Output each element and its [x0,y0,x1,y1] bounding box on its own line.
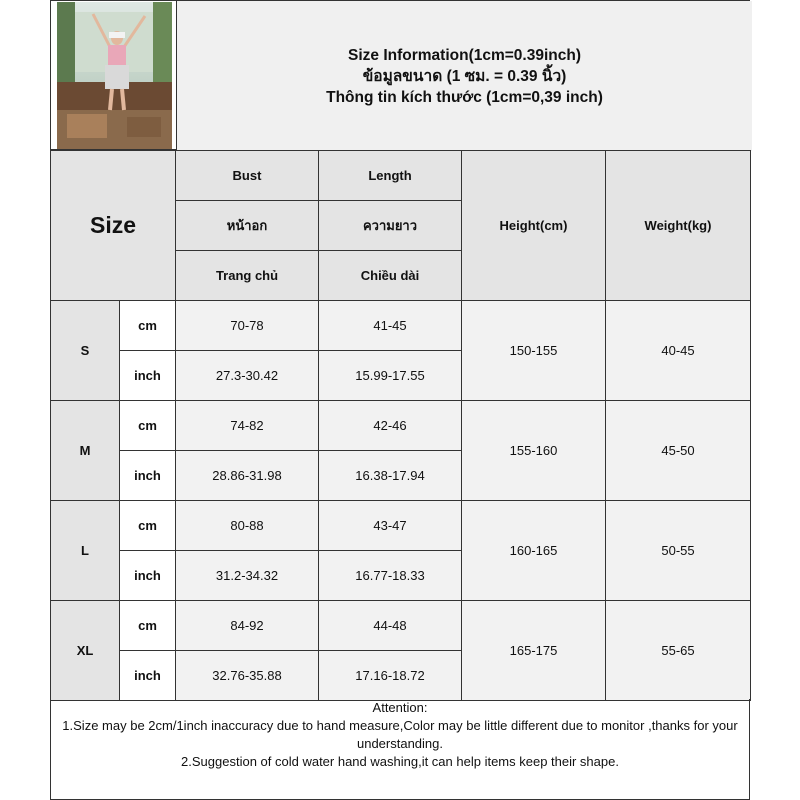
height-m: 155-160 [462,401,606,501]
length-header-th: ความยาว [319,201,462,251]
product-photo [57,2,172,149]
size-cell-l: L [51,501,120,601]
length-header-en: Length [319,151,462,201]
unit-cm: cm [120,401,176,451]
bust-cm-m: 74-82 [176,401,319,451]
bust-header-th: หน้าอก [176,201,319,251]
size-header [51,151,176,301]
bust-inch-xl: 32.76-35.88 [176,651,319,701]
attention-title: Attention: [372,700,428,715]
size-chart [50,0,750,800]
unit-inch: inch [120,651,176,701]
bust-header-en: Bust [176,151,319,201]
bust-cm-xl: 84-92 [176,601,319,651]
size-cell-xl: XL [51,601,120,701]
length-inch-s: 15.99-17.55 [319,351,462,401]
length-cm-s: 41-45 [319,301,462,351]
height-xl: 165-175 [462,601,606,701]
note-line-1: 1.Size may be 2cm/1inch inaccuracy due to hand measure,Color may be little different due to monitor ,thanks for your understanding. [62,718,738,751]
unit-cm: cm [120,601,176,651]
unit-inch: inch [120,451,176,501]
title-thai: ข้อมูลขนาด (1 ซม. = 0.39 นิ้ว) [362,67,567,85]
bust-inch-l: 31.2-34.32 [176,551,319,601]
bust-cm-l: 80-88 [176,501,319,551]
length-header-vi: Chiều dài [319,251,462,301]
header-panel [50,0,750,150]
length-inch-l: 16.77-18.33 [319,551,462,601]
size-table [50,150,751,701]
unit-inch: inch [120,551,176,601]
bust-cm-s: 70-78 [176,301,319,351]
weight-s: 40-45 [606,301,751,401]
bust-header-vi: Trang chủ [176,251,319,301]
height-header: Height(cm) [462,151,606,301]
height-s: 150-155 [462,301,606,401]
weight-m: 45-50 [606,401,751,501]
title-vietnamese: Thông tin kích thước (1cm=0,39 inch) [326,88,603,106]
size-cell-s: S [51,301,120,401]
size-cell-m: M [51,401,120,501]
weight-xl: 55-65 [606,601,751,701]
length-cm-xl: 44-48 [319,601,462,651]
bust-inch-s: 27.3-30.42 [176,351,319,401]
note-line-2: 2.Suggestion of cold water hand washing,it can help items keep their shape. [181,754,619,769]
length-inch-m: 16.38-17.94 [319,451,462,501]
unit-inch: inch [120,351,176,401]
size-information-title [176,1,752,151]
height-l: 160-165 [462,501,606,601]
attention-notes [50,699,750,800]
unit-cm: cm [120,501,176,551]
length-cm-l: 43-47 [319,501,462,551]
weight-l: 50-55 [606,501,751,601]
title-english: Size Information(1cm=0.39inch) [348,46,581,64]
unit-cm: cm [120,301,176,351]
weight-header: Weight(kg) [606,151,751,301]
size-header-label: Size [89,212,137,238]
length-inch-xl: 17.16-18.72 [319,651,462,701]
length-cm-m: 42-46 [319,401,462,451]
bust-inch-m: 28.86-31.98 [176,451,319,501]
